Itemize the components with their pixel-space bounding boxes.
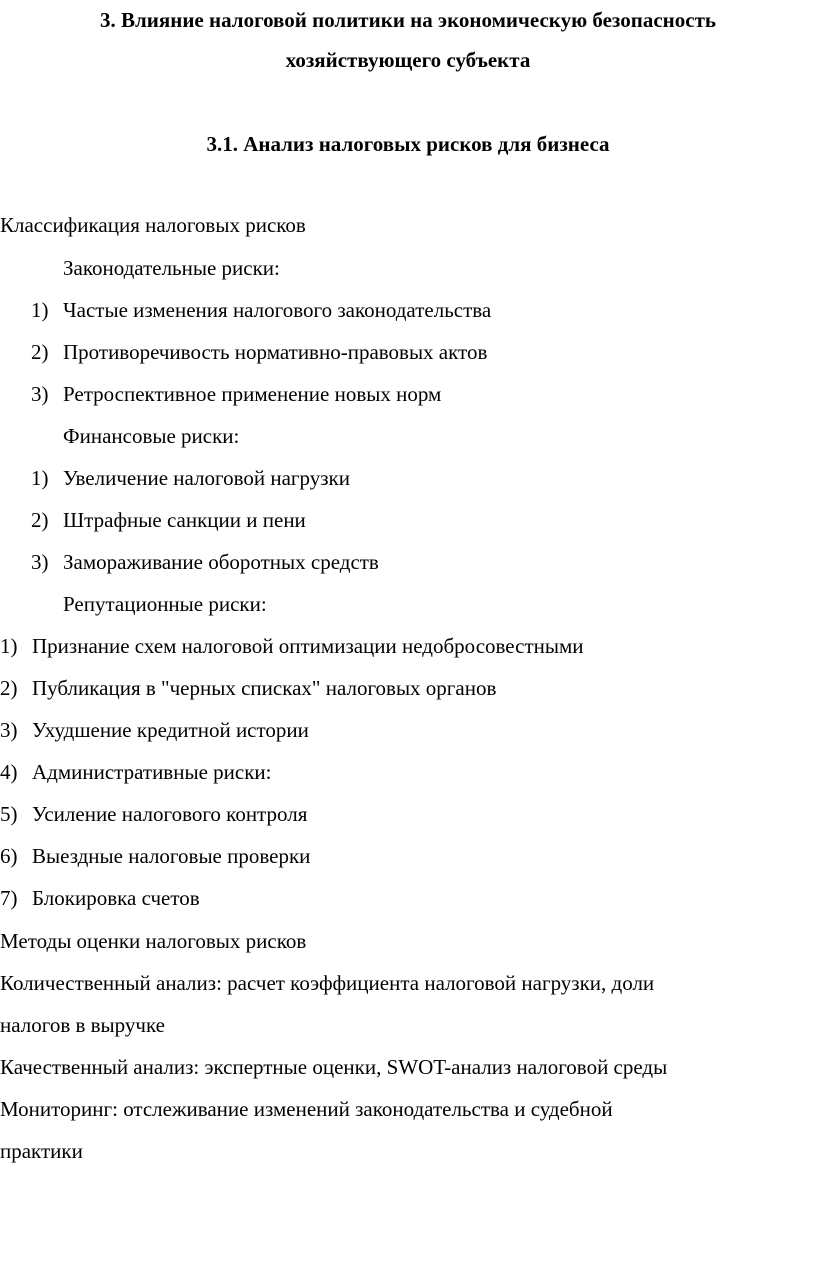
quantitative-analysis-line1: Количественный анализ: расчет коэффициента налоговой нагрузки, доли: [0, 971, 655, 995]
list-item: Выездные налоговые проверки: [32, 844, 311, 868]
list-item: Публикация в "черных списках" налоговых органов: [32, 676, 497, 700]
list-item: Замораживание оборотных средств: [63, 550, 379, 574]
list-item: Блокировка счетов: [32, 886, 200, 910]
list-item-number: 6): [0, 844, 18, 868]
list-item-number: 1): [31, 298, 49, 322]
chapter-title-line2: хозяйствующего субъекта: [285, 48, 531, 72]
list-item-number: 2): [31, 508, 49, 532]
list-item-number: 7): [0, 886, 18, 910]
monitoring-line2: практики: [0, 1139, 83, 1163]
list-item-number: 3): [0, 718, 18, 742]
list-item: Штрафные санкции и пени: [63, 508, 306, 532]
quantitative-analysis-line2: налогов в выручке: [0, 1013, 165, 1037]
list-item: Ухудшение кредитной истории: [32, 718, 309, 742]
list-item-number: 3): [31, 382, 49, 406]
financial-risks-label: Финансовые риски:: [63, 424, 240, 448]
list-item: Административные риски:: [32, 760, 272, 784]
section-title: 3.1. Анализ налоговых рисков для бизнеса: [206, 132, 610, 156]
list-item-number: 2): [0, 676, 18, 700]
list-item: Признание схем налоговой оптимизации недобросовестными: [32, 634, 584, 658]
list-item: Увеличение налоговой нагрузки: [63, 466, 350, 490]
list-item: Ретроспективное применение новых норм: [63, 382, 442, 406]
list-item-number: 1): [0, 634, 18, 658]
legislative-risks-label: Законодательные риски:: [63, 256, 280, 280]
list-item: Частые изменения налогового законодательства: [63, 298, 492, 322]
list-item-number: 4): [0, 760, 18, 784]
monitoring-line1: Мониторинг: отслеживание изменений законодательства и судебной: [0, 1097, 613, 1121]
classification-heading: Классификация налоговых рисков: [0, 213, 306, 237]
methods-heading: Методы оценки налоговых рисков: [0, 929, 307, 953]
list-item-number: 2): [31, 340, 49, 364]
list-item-number: 3): [31, 550, 49, 574]
list-item: Противоречивость нормативно-правовых актов: [63, 340, 488, 364]
qualitative-analysis: Качественный анализ: экспертные оценки, SWOT-анализ налоговой среды: [0, 1055, 668, 1079]
list-item-number: 5): [0, 802, 18, 826]
reputational-risks-label: Репутационные риски:: [63, 592, 267, 616]
list-item: Усиление налогового контроля: [32, 802, 308, 826]
chapter-title-line1: 3. Влияние налоговой политики на экономическую безопасность: [99, 8, 716, 32]
list-item-number: 1): [31, 466, 49, 490]
